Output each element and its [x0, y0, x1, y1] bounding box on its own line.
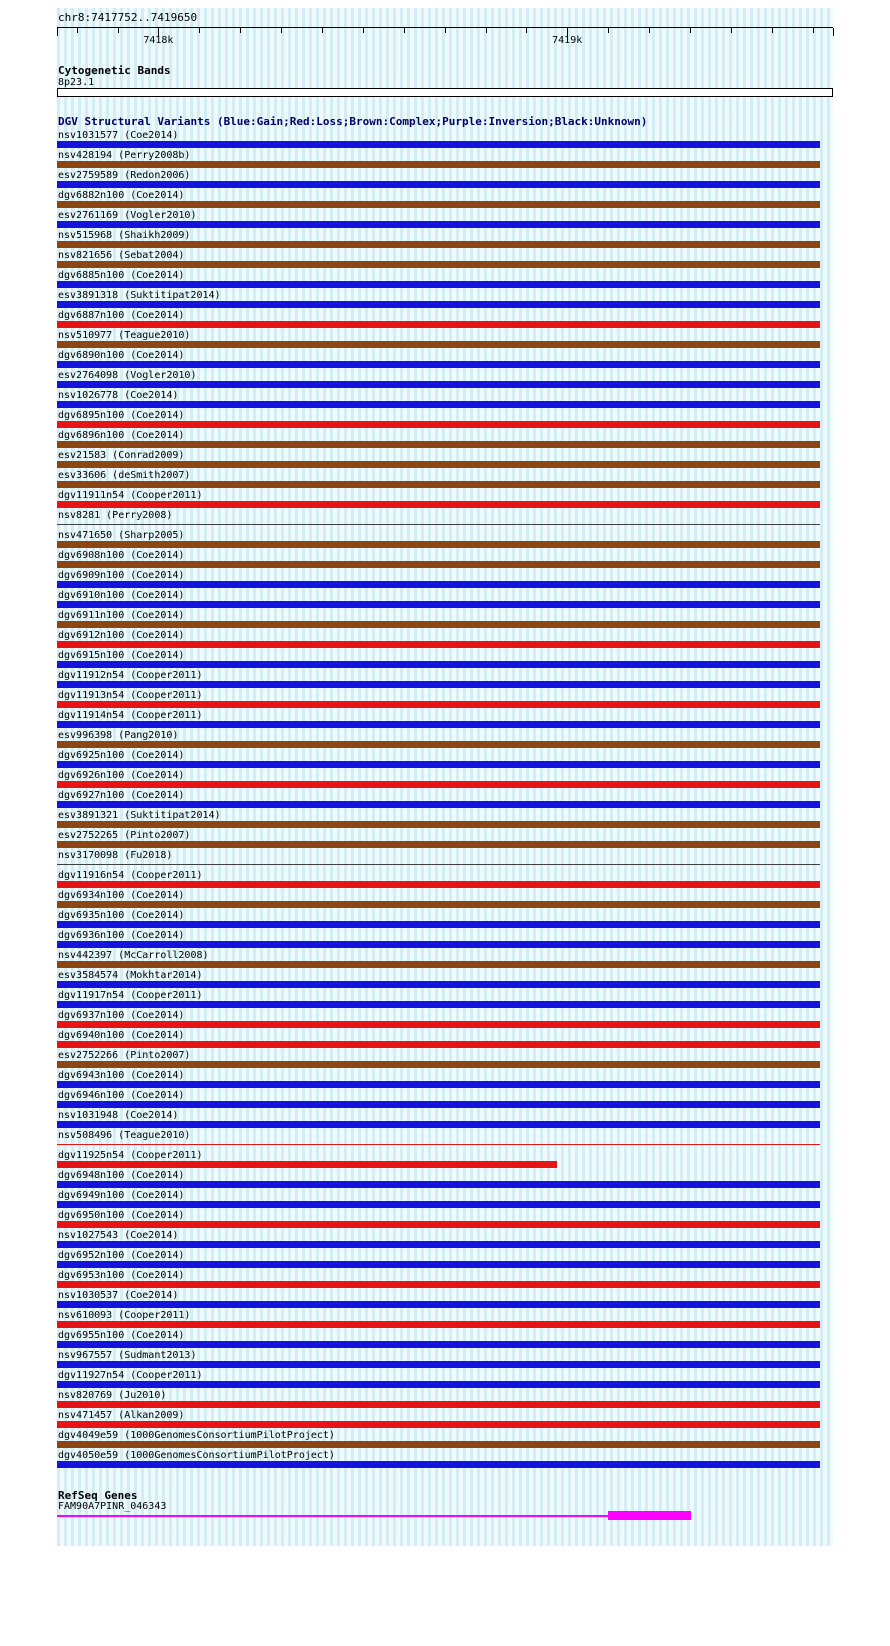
- variant-row: [57, 210, 833, 230]
- variant-bar[interactable]: [57, 1021, 820, 1028]
- variant-row: [57, 850, 833, 870]
- variant-bar[interactable]: [57, 801, 820, 808]
- variant-label[interactable]: dgv6911n100 (Coe2014): [58, 610, 185, 621]
- variant-label[interactable]: nsv442397 (McCarroll2008): [58, 950, 209, 961]
- variant-row: [57, 750, 833, 770]
- variant-row: [57, 1310, 833, 1330]
- variant-row: [57, 1230, 833, 1250]
- variant-label[interactable]: nsv471650 (Sharp2005): [58, 530, 185, 541]
- variant-row: [57, 230, 833, 250]
- variant-label[interactable]: esv996398 (Pang2010): [58, 730, 179, 741]
- variant-bar[interactable]: [57, 161, 820, 168]
- variant-label[interactable]: dgv6937n100 (Coe2014): [58, 1010, 185, 1021]
- variant-row: [57, 630, 833, 650]
- variant-label[interactable]: nsv1026778 (Coe2014): [58, 390, 179, 401]
- region-label: chr8:7417752..7419650: [58, 11, 198, 24]
- variant-label[interactable]: esv2759589 (Redon2006): [58, 170, 191, 181]
- variant-bar[interactable]: [57, 381, 820, 388]
- variant-label[interactable]: nsv3170098 (Fu2018): [58, 850, 173, 861]
- ruler-minor-tick: [649, 28, 650, 33]
- variant-label[interactable]: dgv6940n100 (Coe2014): [58, 1030, 185, 1041]
- variant-row: [57, 1330, 833, 1350]
- ruler-minor-tick: [486, 28, 487, 33]
- variant-row: [57, 830, 833, 850]
- variant-row: [57, 450, 833, 470]
- variant-bar[interactable]: [57, 281, 820, 288]
- variant-row: [57, 1130, 833, 1150]
- variant-bar[interactable]: [57, 441, 820, 448]
- ruler-minor-tick: [731, 28, 732, 33]
- ruler-minor-tick: [608, 28, 609, 33]
- variant-label[interactable]: dgv6887n100 (Coe2014): [58, 310, 185, 321]
- variant-row: [57, 1050, 833, 1070]
- variant-label[interactable]: dgv6943n100 (Coe2014): [58, 1070, 185, 1081]
- cytoband-name: 8p23.1: [58, 77, 95, 88]
- variant-bar[interactable]: [57, 901, 820, 908]
- variant-label[interactable]: dgv6926n100 (Coe2014): [58, 770, 185, 781]
- variant-label[interactable]: esv3584574 (Mokhtar2014): [58, 970, 203, 981]
- variant-row: [57, 530, 833, 550]
- variant-bar[interactable]: [57, 581, 820, 588]
- variant-bar[interactable]: [57, 1421, 820, 1428]
- variant-bar[interactable]: [57, 1441, 820, 1448]
- variant-row: [57, 790, 833, 810]
- variant-label[interactable]: dgv6890n100 (Coe2014): [58, 350, 185, 361]
- variant-bar[interactable]: [57, 1221, 820, 1228]
- variant-bar[interactable]: [57, 601, 820, 608]
- variant-bar[interactable]: [57, 1144, 820, 1145]
- variant-row: [57, 1010, 833, 1030]
- variant-bar[interactable]: [57, 761, 820, 768]
- variant-label[interactable]: nsv428194 (Perry2008b): [58, 150, 191, 161]
- variant-bar[interactable]: [57, 1261, 820, 1268]
- variant-label[interactable]: dgv11912n54 (Cooper2011): [58, 670, 203, 681]
- variant-label[interactable]: dgv4049e59 (1000GenomesConsortiumPilotProject): [58, 1430, 335, 1441]
- ruler-minor-tick: [77, 28, 78, 33]
- variant-label[interactable]: dgv6909n100 (Coe2014): [58, 570, 185, 581]
- variant-row: [57, 890, 833, 910]
- variant-label[interactable]: dgv6946n100 (Coe2014): [58, 1090, 185, 1101]
- variant-label[interactable]: esv33606 (deSmith2007): [58, 470, 191, 481]
- variant-row: [57, 390, 833, 410]
- variant-row: [57, 710, 833, 730]
- variant-label[interactable]: nsv1031577 (Coe2014): [58, 130, 179, 141]
- variant-row: [57, 150, 833, 170]
- variant-label[interactable]: dgv6910n100 (Coe2014): [58, 590, 185, 601]
- variant-bar[interactable]: [57, 681, 820, 688]
- cytoband-glyph[interactable]: [57, 88, 833, 97]
- variant-label[interactable]: esv3891318 (Suktitipat2014): [58, 290, 221, 301]
- variant-row: [57, 190, 833, 210]
- variant-row: [57, 1350, 833, 1370]
- variant-bar[interactable]: [57, 561, 820, 568]
- variant-bar[interactable]: [57, 1121, 820, 1128]
- variant-label[interactable]: nsv1030537 (Coe2014): [58, 1290, 179, 1301]
- variant-bar[interactable]: [57, 141, 820, 148]
- variant-bar[interactable]: [57, 1101, 820, 1108]
- variant-bar[interactable]: [57, 1041, 820, 1048]
- variant-bar[interactable]: [57, 461, 820, 468]
- variant-row: [57, 1210, 833, 1230]
- variant-bar[interactable]: [57, 261, 820, 268]
- variant-bar[interactable]: [57, 864, 820, 865]
- variant-row: [57, 470, 833, 490]
- ruler-minor-tick: [363, 28, 364, 33]
- variant-row: [57, 430, 833, 450]
- ruler-tick-label: 7419k: [552, 35, 583, 46]
- variant-label[interactable]: nsv1031948 (Coe2014): [58, 1110, 179, 1121]
- variant-label[interactable]: dgv6953n100 (Coe2014): [58, 1270, 185, 1281]
- variant-label[interactable]: dgv6952n100 (Coe2014): [58, 1250, 185, 1261]
- variant-bar[interactable]: [57, 1461, 820, 1468]
- variant-row: [57, 250, 833, 270]
- variant-bar[interactable]: [57, 201, 820, 208]
- variant-label[interactable]: dgv6885n100 (Coe2014): [58, 270, 185, 281]
- gene-intron-line[interactable]: [57, 1515, 691, 1517]
- variant-bar[interactable]: [57, 1301, 820, 1308]
- variant-row: [57, 570, 833, 590]
- variant-row: [57, 1450, 833, 1470]
- ruler-tick-label: 7418k: [143, 35, 174, 46]
- variant-bar[interactable]: [57, 921, 820, 928]
- variant-row: [57, 930, 833, 950]
- variant-bar[interactable]: [57, 741, 820, 748]
- variant-row: [57, 1110, 833, 1130]
- ruler-edge-tick: [833, 28, 834, 36]
- variant-label[interactable]: dgv6948n100 (Coe2014): [58, 1170, 185, 1181]
- variant-label[interactable]: dgv6949n100 (Coe2014): [58, 1190, 185, 1201]
- variant-label[interactable]: nsv515968 (Shaikh2009): [58, 230, 191, 241]
- variant-bar[interactable]: [57, 641, 820, 648]
- variant-label[interactable]: nsv1027543 (Coe2014): [58, 1230, 179, 1241]
- ruler-minor-tick: [240, 28, 241, 33]
- variant-bar[interactable]: [57, 781, 820, 788]
- variant-row: [57, 330, 833, 350]
- variant-label[interactable]: dgv4050e59 (1000GenomesConsortiumPilotProject): [58, 1450, 335, 1461]
- variant-bar[interactable]: [57, 1281, 820, 1288]
- variant-bar[interactable]: [57, 481, 820, 488]
- variant-bar[interactable]: [57, 241, 820, 248]
- variant-label[interactable]: nsv8281 (Perry2008): [58, 510, 173, 521]
- variant-bar[interactable]: [57, 841, 820, 848]
- variant-row: [57, 1270, 833, 1290]
- variant-row: [57, 410, 833, 430]
- variant-bar[interactable]: [57, 1081, 820, 1088]
- ruler-minor-tick: [445, 28, 446, 33]
- variant-label[interactable]: dgv11917n54 (Cooper2011): [58, 990, 203, 1001]
- variant-label[interactable]: dgv6925n100 (Coe2014): [58, 750, 185, 761]
- variant-label[interactable]: dgv6955n100 (Coe2014): [58, 1330, 185, 1341]
- variant-row: [57, 170, 833, 190]
- variant-bar[interactable]: [57, 1241, 820, 1248]
- refseq-track-title: RefSeq Genes: [58, 1489, 138, 1502]
- variant-bar[interactable]: [57, 701, 820, 708]
- ruler-edge-tick: [57, 28, 58, 36]
- variant-row: [57, 1390, 833, 1410]
- variant-row: [57, 310, 833, 330]
- variant-row: [57, 970, 833, 990]
- variant-row: [57, 1370, 833, 1390]
- variant-label[interactable]: nsv967557 (Sudmant2013): [58, 1350, 197, 1361]
- variant-bar[interactable]: [57, 541, 820, 548]
- variant-bar[interactable]: [57, 361, 820, 368]
- gene-exon-box[interactable]: [608, 1511, 691, 1520]
- variant-row: [57, 290, 833, 310]
- variant-bar[interactable]: [57, 1401, 820, 1408]
- variant-bar[interactable]: [57, 524, 820, 525]
- variant-row: [57, 370, 833, 390]
- variant-label[interactable]: nsv610093 (Cooper2011): [58, 1310, 191, 1321]
- variant-bar[interactable]: [57, 401, 820, 408]
- variant-label[interactable]: dgv6935n100 (Coe2014): [58, 910, 185, 921]
- variant-row: [57, 1410, 833, 1430]
- variant-bar[interactable]: [57, 981, 820, 988]
- variant-label[interactable]: dgv6896n100 (Coe2014): [58, 430, 185, 441]
- variant-row: [57, 610, 833, 630]
- variant-label[interactable]: esv3891321 (Suktitipat2014): [58, 810, 221, 821]
- variant-bar[interactable]: [57, 1341, 820, 1348]
- ruler-minor-tick: [118, 28, 119, 33]
- variant-row: [57, 270, 833, 290]
- variant-label[interactable]: dgv6950n100 (Coe2014): [58, 1210, 185, 1221]
- ruler-minor-tick: [526, 28, 527, 33]
- variant-row: [57, 490, 833, 510]
- variant-label[interactable]: dgv6936n100 (Coe2014): [58, 930, 185, 941]
- variant-label[interactable]: dgv11925n54 (Cooper2011): [58, 1150, 203, 1161]
- variant-bar[interactable]: [57, 881, 820, 888]
- variant-row: [57, 770, 833, 790]
- variant-bar[interactable]: [57, 821, 820, 828]
- variant-row: [57, 590, 833, 610]
- variant-bar[interactable]: [57, 181, 820, 188]
- variant-row: [57, 510, 833, 530]
- variant-bar[interactable]: [57, 661, 820, 668]
- variant-label[interactable]: dgv6908n100 (Coe2014): [58, 550, 185, 561]
- variant-label[interactable]: esv2764098 (Vogler2010): [58, 370, 197, 381]
- variant-row: [57, 910, 833, 930]
- variant-row: [57, 670, 833, 690]
- ruler-minor-tick: [322, 28, 323, 33]
- ruler-minor-tick: [404, 28, 405, 33]
- variant-bar[interactable]: [57, 1201, 820, 1208]
- ruler-minor-tick: [199, 28, 200, 33]
- ruler-minor-tick: [281, 28, 282, 33]
- variant-bar[interactable]: [57, 1321, 820, 1328]
- variant-row: [57, 870, 833, 890]
- variant-label[interactable]: dgv6915n100 (Coe2014): [58, 650, 185, 661]
- variant-bar[interactable]: [57, 301, 820, 308]
- variant-row: [57, 810, 833, 830]
- variant-row: [57, 1290, 833, 1310]
- variant-row: [57, 130, 833, 150]
- variant-label[interactable]: dgv11927n54 (Cooper2011): [58, 1370, 203, 1381]
- variant-label[interactable]: dgv11913n54 (Cooper2011): [58, 690, 203, 701]
- variant-row: [57, 650, 833, 670]
- variant-bar[interactable]: [57, 501, 820, 508]
- variant-row: [57, 1150, 833, 1170]
- variant-label[interactable]: esv2752266 (Pinto2007): [58, 1050, 191, 1061]
- variant-row: [57, 690, 833, 710]
- ruler-minor-tick: [813, 28, 814, 33]
- variant-bar[interactable]: [57, 341, 820, 348]
- variant-row: [57, 1030, 833, 1050]
- variant-label[interactable]: dgv6934n100 (Coe2014): [58, 890, 185, 901]
- variant-label[interactable]: nsv510977 (Teague2010): [58, 330, 191, 341]
- variant-bar[interactable]: [57, 1181, 820, 1188]
- variant-row: [57, 730, 833, 750]
- variant-row: [57, 990, 833, 1010]
- variant-label[interactable]: esv2752265 (Pinto2007): [58, 830, 191, 841]
- gene-label[interactable]: FAM90A7PINR_046343: [58, 1501, 167, 1512]
- variant-label[interactable]: nsv820769 (Ju2010): [58, 1390, 167, 1401]
- variant-bar[interactable]: [57, 221, 820, 228]
- variant-label[interactable]: esv2761169 (Vogler2010): [58, 210, 197, 221]
- variant-row: [57, 350, 833, 370]
- variant-label[interactable]: dgv6895n100 (Coe2014): [58, 410, 185, 421]
- variant-label[interactable]: dgv11911n54 (Cooper2011): [58, 490, 203, 501]
- variant-bar[interactable]: [57, 941, 820, 948]
- dgv-track-title: DGV Structural Variants (Blue:Gain;Red:Loss;Brown:Complex;Purple:Inversion;Black:Unknown): [58, 115, 648, 128]
- variant-bar[interactable]: [57, 1001, 820, 1008]
- variant-label[interactable]: dgv11916n54 (Cooper2011): [58, 870, 203, 881]
- variant-bar[interactable]: [57, 1361, 820, 1368]
- variant-bar[interactable]: [57, 621, 820, 628]
- variant-row: [57, 1430, 833, 1450]
- variant-label[interactable]: dgv6882n100 (Coe2014): [58, 190, 185, 201]
- ruler-minor-tick: [690, 28, 691, 33]
- variant-bar[interactable]: [57, 1381, 820, 1388]
- variant-row: [57, 950, 833, 970]
- variant-row: [57, 1250, 833, 1270]
- ruler-minor-tick: [772, 28, 773, 33]
- variant-row: [57, 1190, 833, 1210]
- variant-row: [57, 1090, 833, 1110]
- variant-label[interactable]: dgv6927n100 (Coe2014): [58, 790, 185, 801]
- variant-bar[interactable]: [57, 321, 820, 328]
- variant-label[interactable]: dgv11914n54 (Cooper2011): [58, 710, 203, 721]
- variant-bar[interactable]: [57, 1061, 820, 1068]
- variant-label[interactable]: nsv508496 (Teague2010): [58, 1130, 191, 1141]
- variant-bar[interactable]: [57, 721, 820, 728]
- variant-label[interactable]: dgv6912n100 (Coe2014): [58, 630, 185, 641]
- variant-label[interactable]: nsv821656 (Sebat2004): [58, 250, 185, 261]
- variant-label[interactable]: nsv471457 (Alkan2009): [58, 1410, 185, 1421]
- variant-row: [57, 550, 833, 570]
- cytoband-track-title: Cytogenetic Bands: [58, 64, 171, 77]
- variant-bar[interactable]: [57, 961, 820, 968]
- variant-label[interactable]: esv21583 (Conrad2009): [58, 450, 185, 461]
- variant-bar[interactable]: [57, 421, 820, 428]
- variant-row: [57, 1070, 833, 1090]
- variant-row: [57, 1170, 833, 1190]
- variant-bar[interactable]: [57, 1161, 557, 1168]
